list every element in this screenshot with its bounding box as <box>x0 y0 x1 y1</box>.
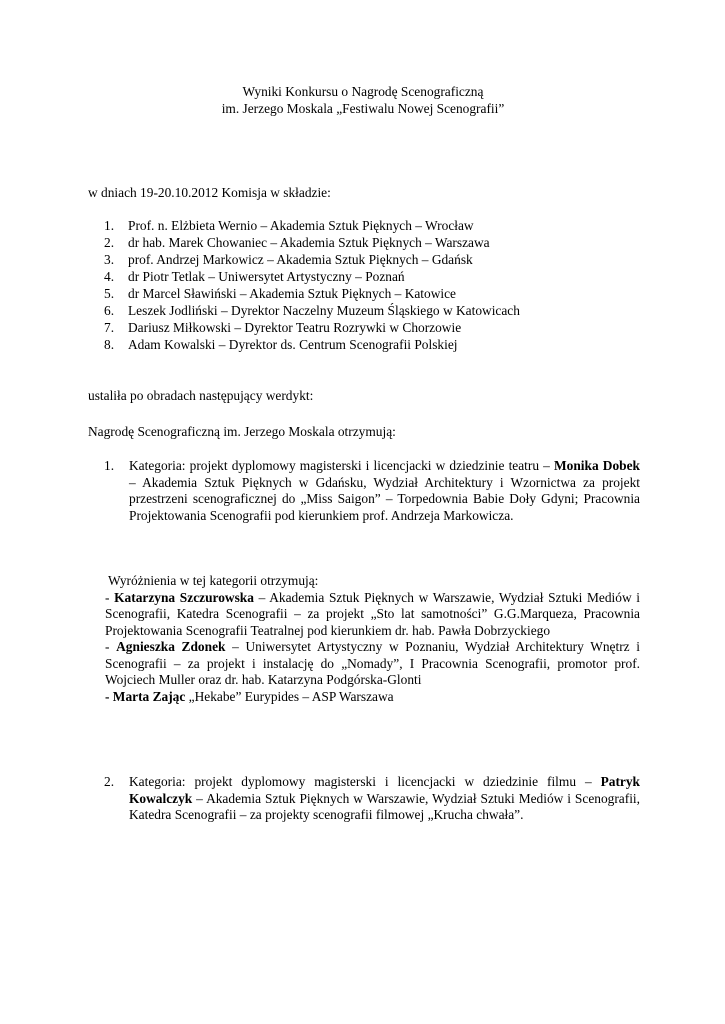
list-item: 3. prof. Andrzej Markowicz – Akademia Sztuk Pięknych – Gdańsk <box>104 252 473 267</box>
distinction-entry: - Agnieszka Zdonek – Uniwersytet Artystyczny w Poznaniu, Wydział Architektury Wnętrz i Scenografii – za projekt i instalację do „Nomady”, I Pracownia Scenografii, promotor prof. Wojciech Muller oraz dr. hab. Katarzyna Podgórska-Glonti <box>105 639 640 687</box>
winner-name: Monika Dobek <box>554 458 640 473</box>
distinction-entry: - Marta Zając „Hekabe” Eurypides – ASP Warszawa <box>105 688 394 704</box>
category-1-number: 1. <box>104 458 115 473</box>
award-intro: Nagrodę Scenograficzną im. Jerzego Moskala otrzymują: <box>88 424 396 439</box>
distinctions-section <box>105 573 641 705</box>
winner-name: Patryk Kowalczyk <box>129 774 640 806</box>
category-1 <box>104 458 640 524</box>
category-1-text: Kategoria: projekt dyplomowy magisterski i licencjacki w dziedzinie teatru – Monika Dobek – Akademia Sztuk Pięknych w Gdańsku, Wydział Architektury i Wzornictwa za projekt przestrzeni scenograficznej do „Miss Saigon” – Torpedownia Babie Doły Gdyni; Pracownia Projektowania Scenografii pod kierunkiem prof. Andrzeja Markowicza. <box>129 458 640 523</box>
list-item: 5. dr Marcel Sławiński – Akademia Sztuk Pięknych – Katowice <box>104 286 456 301</box>
verdict-intro: ustaliła po obradach następujący werdykt: <box>88 388 314 403</box>
document-title <box>88 84 638 117</box>
list-item: 7. Dariusz Miłkowski – Dyrektor Teatru Rozrywki w Chorzowie <box>104 320 462 335</box>
distinction-name: Agnieszka Zdonek <box>116 639 226 654</box>
list-item: 4. dr Piotr Tetlak – Uniwersytet Artystyczny – Poznań <box>104 269 405 284</box>
distinction-name: - Marta Zając <box>105 688 186 704</box>
category-2-number: 2. <box>104 774 115 789</box>
distinction-entry: - Katarzyna Szczurowska – Akademia Sztuk Pięknych w Warszawie, Wydział Sztuki Mediów i Scenografii, Katedra Scenografii – za projekt „Sto lat samotności” G.G.Marqueza, Pracownia Projektowania Scenografii Teatralnej pod kierunkiem dr. hab. Pawła Dobrzyckiego <box>105 589 641 638</box>
list-item: 8. Adam Kowalski – Dyrektor ds. Centrum Scenografii Polskiej <box>104 337 458 352</box>
list-item: 6. Leszek Jodliński – Dyrektor Naczelny Muzeum Śląskiego w Katowicach <box>104 303 520 318</box>
distinction-name: Katarzyna Szczurowska <box>114 589 254 605</box>
category-2 <box>104 774 640 824</box>
category-2-text: Kategoria: projekt dyplomowy magisterski i licencjacki w dziedzinie filmu – Patryk Kowalczyk – Akademia Sztuk Pięknych w Warszawie, Wydział Sztuki Mediów i Scenografii, Katedra Scenografii – za projekty scenografii filmowej „Krucha chwała”. <box>129 774 640 822</box>
list-item: 1. Prof. n. Elżbieta Wernio – Akademia Sztuk Pięknych – Wrocław <box>104 218 474 233</box>
committee-list <box>104 218 624 354</box>
title-line-1: Wyniki Konkursu o Nagrodę Scenograficzną <box>242 84 484 99</box>
distinctions-heading: Wyróżnienia w tej kategorii otrzymują: <box>108 573 319 588</box>
title-line-2: im. Jerzego Moskala „Festiwalu Nowej Scenografii” <box>221 100 505 116</box>
list-item: 2. dr hab. Marek Chowaniec – Akademia Sztuk Pięknych – Warszawa <box>104 235 490 250</box>
committee-intro: w dniach 19-20.10.2012 Komisja w składzie: <box>88 185 331 200</box>
